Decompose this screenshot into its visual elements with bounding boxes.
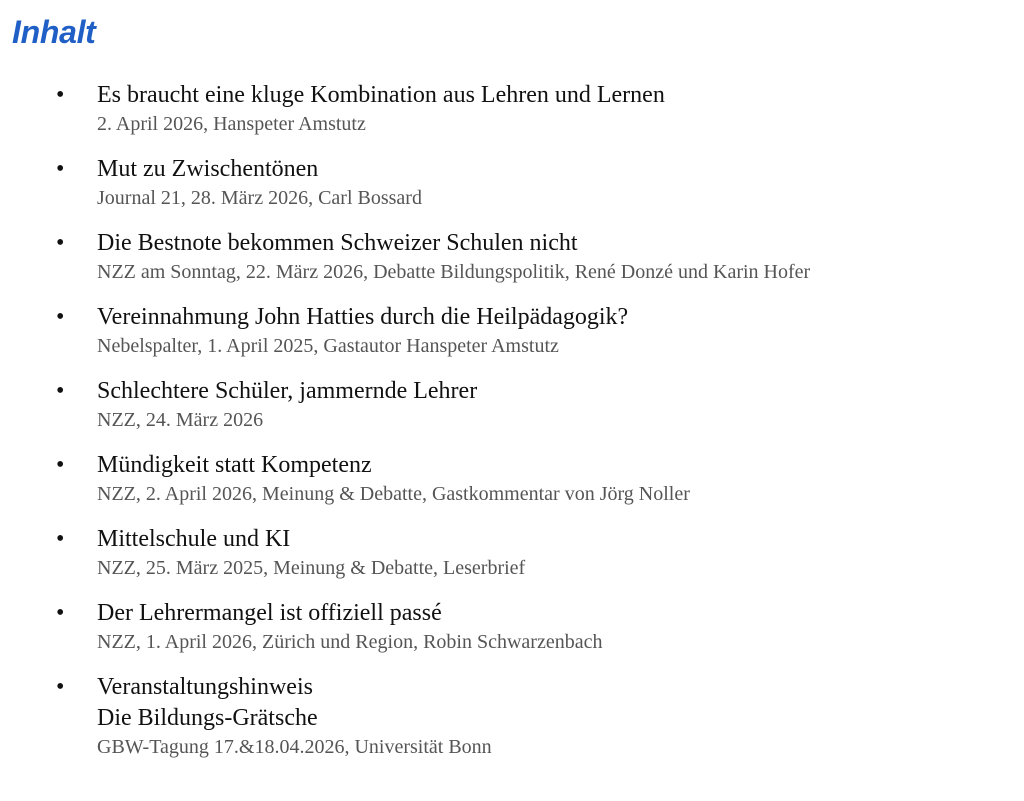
bullet-icon: • xyxy=(56,526,65,552)
toc-item-title[interactable]: Mut zu Zwischentönen xyxy=(97,156,319,182)
toc-item[interactable] xyxy=(0,450,1024,508)
toc-item[interactable] xyxy=(0,228,1024,286)
bullet-icon: • xyxy=(56,230,65,256)
toc-item-title[interactable]: Der Lehrermangel ist offiziell passé xyxy=(97,600,442,626)
toc-item-meta: NZZ, 25. März 2025, Meinung & Debatte, Leserbrief xyxy=(97,557,526,579)
bullet-icon: • xyxy=(56,600,65,626)
toc-item-title[interactable]: Vereinnahmung John Hatties durch die Heilpädagogik? xyxy=(97,304,629,330)
bullet-icon: • xyxy=(56,156,65,182)
toc-item-subtitle[interactable]: Die Bildungs-Grätsche xyxy=(97,705,318,731)
toc-item[interactable] xyxy=(0,524,1024,582)
bullet-icon: • xyxy=(56,674,65,700)
bullet-icon: • xyxy=(56,82,65,108)
toc-item-meta: 2. April 2026, Hanspeter Amstutz xyxy=(97,113,366,135)
toc-item-meta: NZZ, 24. März 2026 xyxy=(97,409,264,431)
toc-item-title[interactable]: Mittelschule und KI xyxy=(97,526,291,552)
toc-item-title[interactable]: Schlechtere Schüler, jammernde Lehrer xyxy=(97,378,478,404)
toc-item[interactable] xyxy=(0,598,1024,656)
toc-item-meta: Nebelspalter, 1. April 2025, Gastautor Hanspeter Amstutz xyxy=(97,335,559,357)
toc-item[interactable] xyxy=(0,672,1024,761)
toc-item-title[interactable]: Mündigkeit statt Kompetenz xyxy=(97,452,372,478)
toc-item[interactable] xyxy=(0,302,1024,360)
page-title: Inhalt xyxy=(12,14,96,50)
toc-item-meta: Journal 21, 28. März 2026, Carl Bossard xyxy=(97,187,422,209)
toc-item-title[interactable]: Veranstaltungshinweis xyxy=(97,674,313,700)
table-of-contents xyxy=(0,80,1024,777)
toc-item[interactable] xyxy=(0,80,1024,138)
toc-item-meta: GBW-Tagung 17.&18.04.2026, Universität Bonn xyxy=(97,736,492,758)
toc-item-title[interactable]: Es braucht eine kluge Kombination aus Lehren und Lernen xyxy=(97,82,665,108)
toc-item[interactable] xyxy=(0,376,1024,434)
bullet-icon: • xyxy=(56,452,65,478)
toc-item-meta: NZZ am Sonntag, 22. März 2026, Debatte Bildungspolitik, René Donzé und Karin Hofer xyxy=(97,261,811,283)
toc-item-meta: NZZ, 2. April 2026, Meinung & Debatte, Gastkommentar von Jörg Noller xyxy=(97,483,690,505)
toc-item-title[interactable]: Die Bestnote bekommen Schweizer Schulen nicht xyxy=(97,230,578,256)
bullet-icon: • xyxy=(56,304,65,330)
bullet-icon: • xyxy=(56,378,65,404)
toc-item[interactable] xyxy=(0,154,1024,212)
toc-item-meta: NZZ, 1. April 2026, Zürich und Region, Robin Schwarzenbach xyxy=(97,631,603,653)
